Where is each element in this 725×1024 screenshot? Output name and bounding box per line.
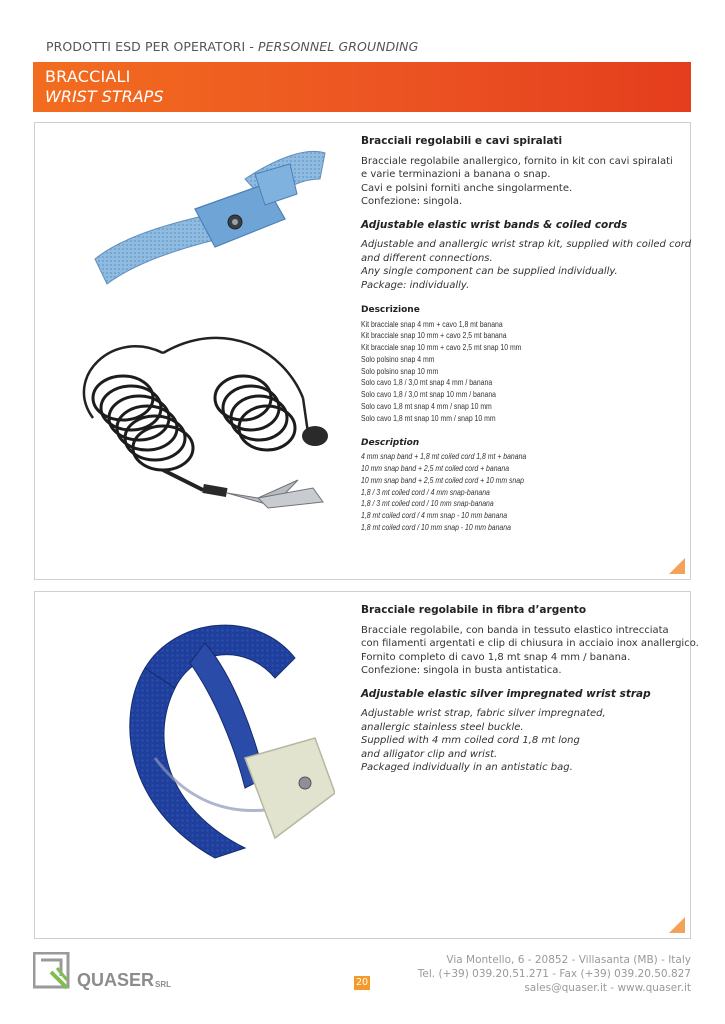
product2-body-it-1: Bracciale regolabile, con banda in tessuto elastico intrecciata	[361, 624, 669, 636]
list-item: 1,8 / 3 mt coiled cord / 4 mm snap-banana	[361, 487, 490, 497]
product2-title-en: Adjustable elastic silver impregnated wrist strap	[361, 687, 651, 700]
product2-body-it-4: Confezione: singola in busta antistatica.	[361, 665, 562, 676]
list-item: Solo cavo 1,8 / 3,0 mt snap 10 mm / banana	[361, 390, 497, 400]
corner-triangle-icon	[669, 917, 685, 933]
list-item: Kit bracciale snap 10 mm + cavo 2,5 mt banana	[361, 331, 507, 341]
banner-title-en: WRIST STRAPS	[45, 87, 164, 106]
product1-body-it-2: e varie terminazioni a banana o snap.	[361, 169, 551, 180]
product2-body-it-3: Fornito completo di cavo 1,8 mt snap 4 mm / banana.	[361, 651, 631, 663]
logo-suffix: SRL	[155, 980, 171, 989]
page-number: 20	[355, 977, 369, 988]
product1-desc-list-en	[361, 451, 645, 534]
contact-line: Tel. (+39) 039.20.51.271 - Fax (+39) 039.20.50.827	[417, 968, 691, 980]
wrist-band-image	[85, 139, 335, 299]
product1-desc-title-it: Descrizione	[361, 305, 420, 315]
corner-triangle-icon	[669, 558, 685, 574]
product2-body-en-4: and alligator clip and wrist.	[361, 748, 498, 760]
product2-body-en-5: Packaged individually in an antistatic bag.	[361, 762, 573, 773]
product1-title-en: Adjustable elastic wrist bands & coiled cords	[361, 218, 628, 231]
list-item: 10 mm snap band + 2,5 mt coiled cord + 10 mm snap	[361, 475, 524, 485]
list-item: 1,8 mt coiled cord / 4 mm snap - 10 mm banana	[361, 511, 508, 521]
product1-body-it-1: Bracciale regolabile anallergico, fornito in kit con cavi spiralati	[361, 155, 673, 167]
banner-title-it: BRACCIALI	[45, 67, 131, 86]
list-item: 1,8 mt coiled cord / 10 mm snap - 10 mm banana	[361, 522, 511, 532]
list-item: 1,8 / 3 mt coiled cord / 10 mm snap-banana	[361, 499, 494, 509]
section-heading	[46, 39, 418, 54]
product1-title-it: Bracciali regolabili e cavi spiralati	[361, 135, 563, 147]
product2-body-it-2: con filamenti argentati e clip di chiusura in acciaio inox anallergico.	[361, 638, 699, 649]
section-heading-it: PRODOTTI ESD PER OPERATORI -	[46, 39, 259, 54]
company-address	[418, 953, 691, 995]
product1-body-en-1: Adjustable and anallergic wrist strap kit, supplied with coiled cord	[361, 239, 692, 250]
quaser-logo	[33, 952, 183, 996]
product1-body-en-3: Any single component can be supplied individually.	[361, 266, 618, 277]
title-banner	[33, 62, 691, 112]
list-item: Solo cavo 1,8 / 3,0 mt snap 4 mm / banana	[361, 378, 493, 388]
list-item: Kit bracciale snap 4 mm + cavo 1,8 mt banana	[361, 319, 503, 329]
product1-desc-list-it	[361, 319, 645, 425]
product2-body-en-1: Adjustable wrist strap, fabric silver impregnated,	[361, 708, 606, 719]
quaser-logo-icon	[33, 952, 183, 992]
coiled-cord-image	[53, 308, 343, 518]
list-item: Kit bracciale snap 10 mm + cavo 2,5 mt snap 10 mm	[361, 343, 522, 353]
list-item: 10 mm snap band + 2,5 mt coiled cord + banana	[361, 463, 510, 473]
list-item: Solo cavo 1,8 mt snap 10 mm / snap 10 mm	[361, 413, 496, 423]
product1-body-it-4: Confezione: singola.	[361, 196, 463, 207]
web-line[interactable]: sales@quaser.it - www.quaser.it	[524, 982, 691, 994]
product1-body-en-2: and different connections.	[361, 252, 493, 264]
logo-text: QUASER	[77, 970, 155, 990]
product2-text	[361, 604, 699, 775]
list-item: 4 mm snap band + 1,8 mt coiled cord 1,8 mt + banana	[361, 452, 527, 462]
product2-body-en-3: Supplied with 4 mm coiled cord 1,8 mt long	[361, 735, 580, 746]
product1-text	[361, 135, 691, 534]
product2-title-it: Bracciale regolabile in fibra d’argento	[361, 604, 587, 616]
product-panel-wrist-bands	[34, 122, 691, 580]
list-item: Solo polsino snap 4 mm	[361, 354, 435, 364]
address-line: Via Montello, 6 - 20852 - Villasanta (MB) - Italy	[446, 954, 691, 966]
product1-body-it-3: Cavi e polsini forniti anche singolarmente.	[361, 182, 573, 194]
product1-body-en-4: Package: individually.	[361, 279, 470, 291]
list-item: Solo polsino snap 10 mm	[361, 366, 439, 376]
product1-desc-title-en: Description	[361, 437, 420, 448]
list-item: Solo cavo 1,8 mt snap 4 mm / snap 10 mm	[361, 402, 492, 412]
silver-wrist-strap-image	[105, 608, 335, 868]
product2-body-en-2: anallergic stainless steel buckle.	[361, 721, 524, 733]
section-heading-en: PERSONNEL GROUNDING	[258, 39, 419, 54]
product-panel-silver-strap	[34, 591, 699, 939]
